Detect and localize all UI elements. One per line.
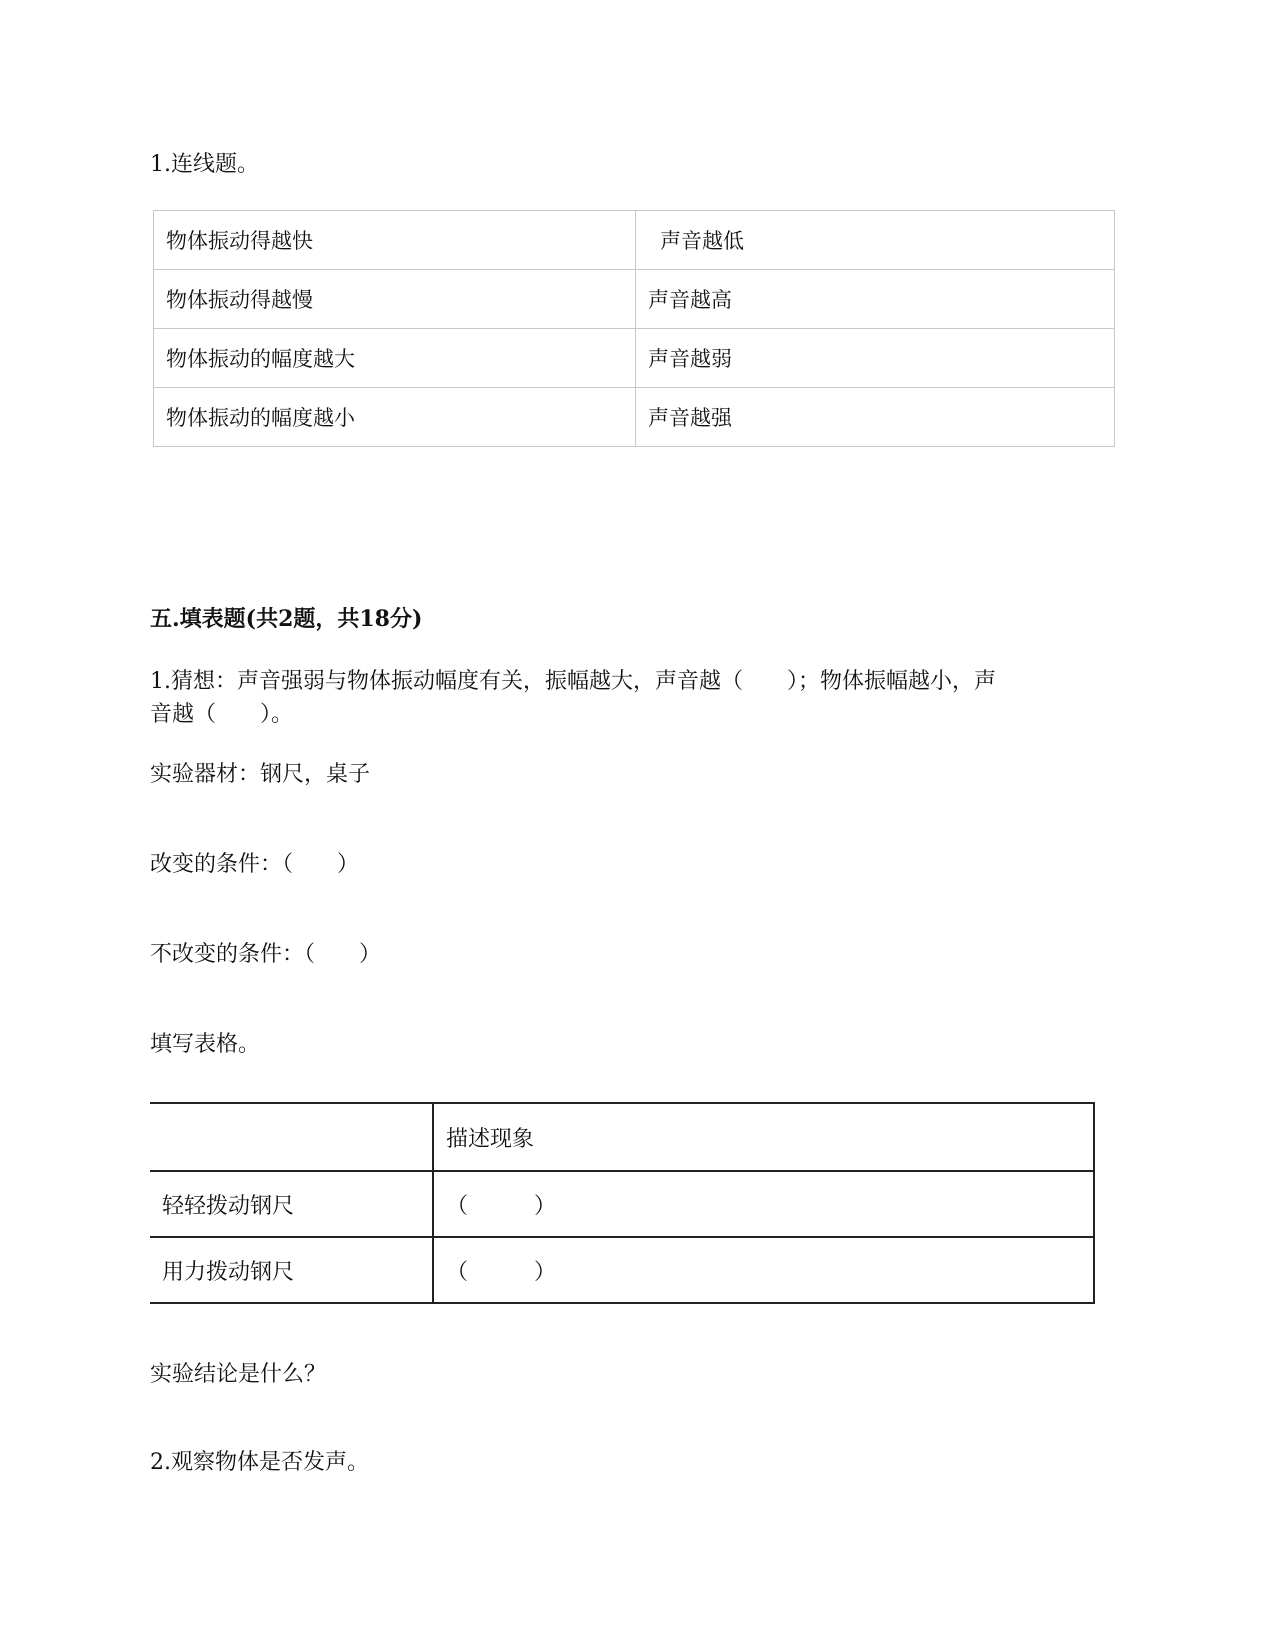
question-1-line-1: 1.猜想：声音强弱与物体振动幅度有关，振幅越大，声音越（ ）；物体振幅越小，声	[150, 669, 996, 694]
conclusion-question: 实验结论是什么？	[150, 1362, 327, 1387]
question-1-line-2: 音越（ ）。	[150, 702, 294, 727]
table-header-cell	[150, 1103, 433, 1171]
match-left-cell: 物体振动的幅度越大	[154, 329, 636, 388]
match-left-cell: 物体振动得越慢	[154, 270, 636, 329]
fill-table	[150, 1102, 1095, 1304]
row-label-cell: 用力拨动钢尺	[150, 1237, 433, 1303]
table-header-row	[150, 1103, 1094, 1171]
fill-table-prompt: 填写表格。	[150, 1032, 261, 1057]
table-row	[154, 270, 1115, 329]
match-right-cell: 声音越低	[636, 211, 1115, 270]
match-right-cell: 声音越高	[636, 270, 1115, 329]
table-row	[150, 1171, 1094, 1237]
match-right-cell: 声音越弱	[636, 329, 1115, 388]
question-2-title: 2.观察物体是否发声。	[150, 1450, 369, 1475]
table-row	[154, 388, 1115, 447]
unchanged-condition-text: 不改变的条件：（ ）	[150, 942, 382, 967]
question-1-title: 1.连线题。	[150, 152, 259, 177]
row-answer-cell: （ ）	[433, 1237, 1094, 1303]
match-left-cell: 物体振动的幅度越小	[154, 388, 636, 447]
table-header-cell: 描述现象	[433, 1103, 1094, 1171]
table-row	[154, 211, 1115, 270]
row-label-cell: 轻轻拨动钢尺	[150, 1171, 433, 1237]
materials-text: 实验器材：钢尺，桌子	[150, 762, 371, 787]
match-right-cell: 声音越强	[636, 388, 1115, 447]
changed-condition-text: 改变的条件：（ ）	[150, 852, 360, 877]
table-row	[150, 1237, 1094, 1303]
matching-table	[153, 210, 1115, 447]
table-row	[154, 329, 1115, 388]
row-answer-cell: （ ）	[433, 1171, 1094, 1237]
section-heading: 五.填表题(共2题，共18分)	[150, 606, 423, 632]
match-left-cell: 物体振动得越快	[154, 211, 636, 270]
